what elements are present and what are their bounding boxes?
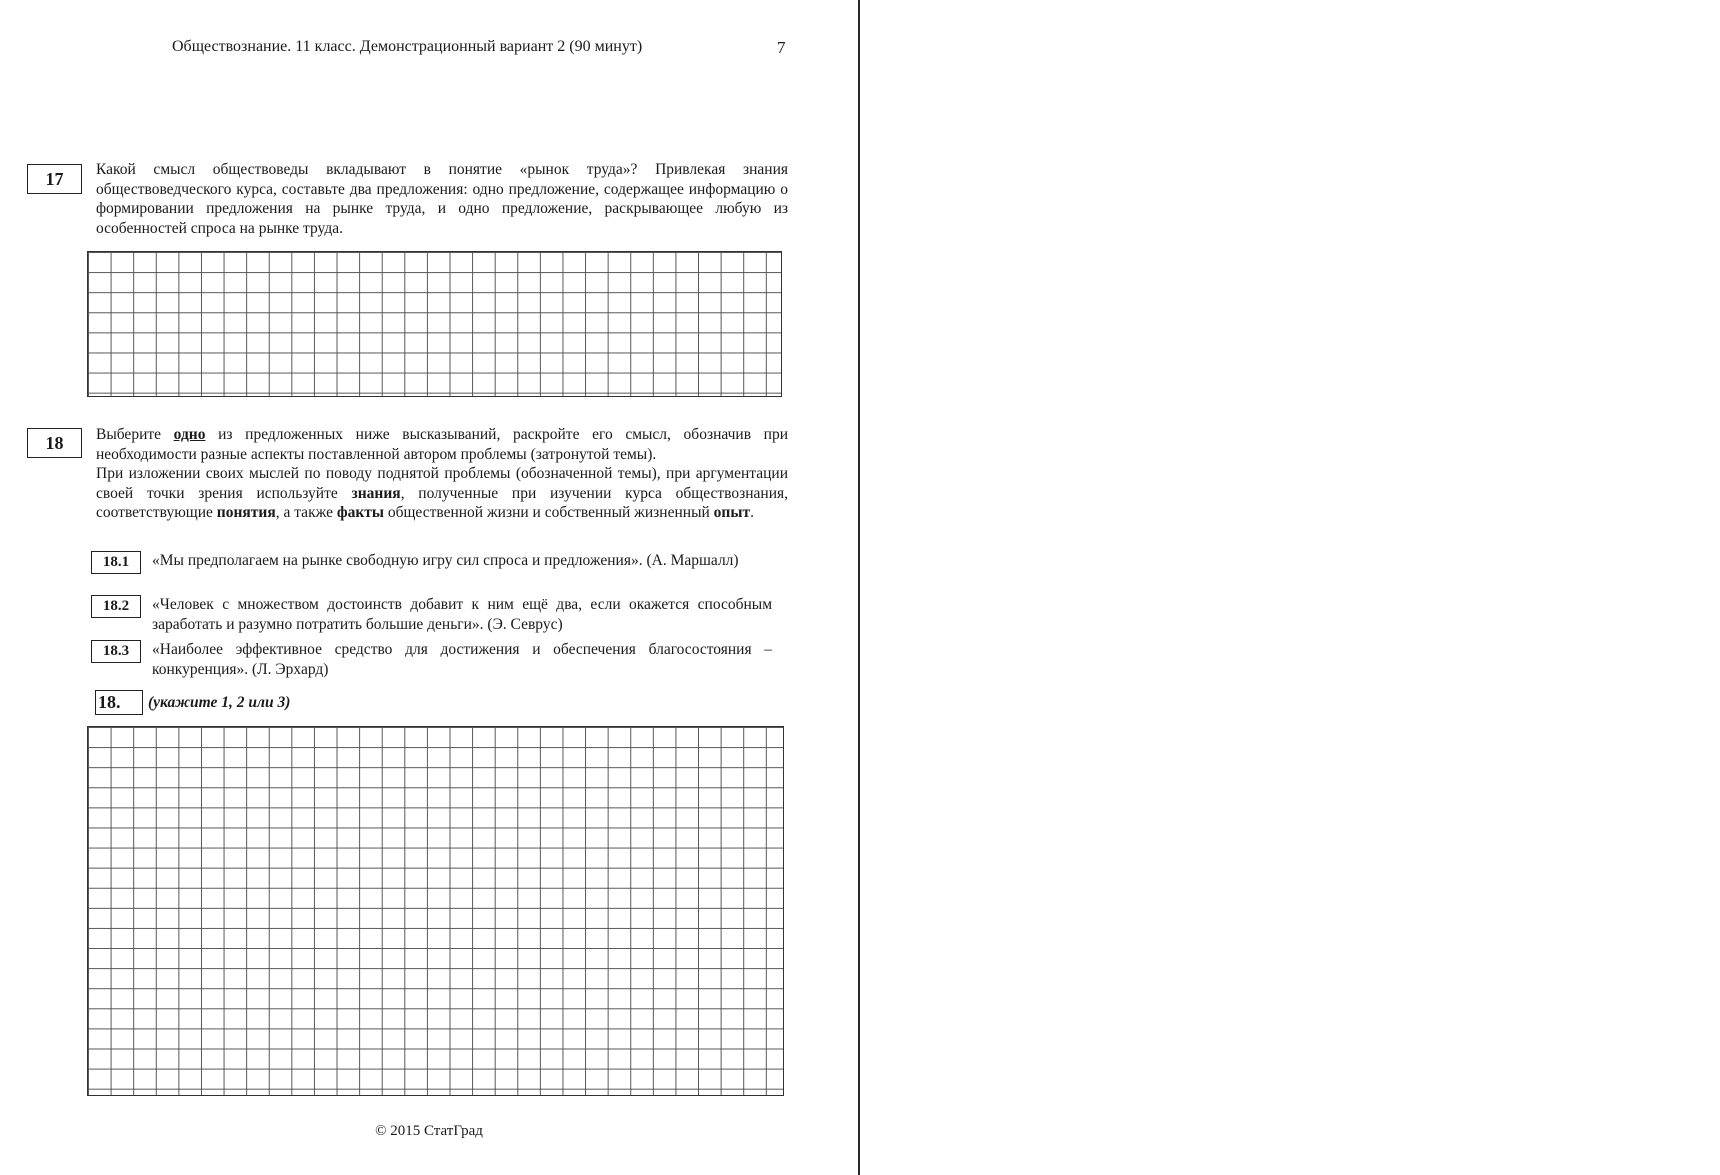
question-18-text [96,425,788,523]
question-17-paragraph: Какой смысл обществоведы вкладывают в понятие «рынок труда»? Привлекая знания обществоведческого курса, составьте два предложения: одно предложение, содержащее информацию о формировании предложения на рынке труда, и одно предложение, раскрывающее любую из особенностей спроса на рынке труда. [96,161,788,237]
question-18-number: 18 [27,428,82,458]
question-18-instructions: При изложении своих мыслей по поводу поднятой проблемы (обозначенной темы), при аргументации своей точки зрения используйте знания, полученные при изучении курса обществознания, соответствующие понятия, а также факты общественной жизни и собственный жизненный опыт. [96,465,789,522]
option-18-3-text: «Наиболее эффективное средство для достижения и обеспечения благосостояния – конкуренция». (Л. Эрхард) [152,641,772,678]
blank-page-area [860,0,1720,1175]
answer-choice-hint: (укажите 1, 2 или 3) [148,694,291,711]
option-18-2-text: «Человек с множеством достоинств добавит к ним ещё два, если окажется способным заработать и разумно потратить большие деньги». (Э. Севрус) [152,596,772,633]
answer-grid-18[interactable] [87,726,784,1096]
question-17-number: 17 [27,164,82,194]
answer-grid-17[interactable] [87,251,782,397]
option-18-2-label: 18.2 [91,595,141,618]
copyright-footer: © 2015 СтатГрад [375,1123,483,1139]
question-17-text [96,160,788,238]
exam-page [0,0,858,1175]
question-18-intro: Выберите одно из предложенных ниже высказываний, раскройте его смысл, обозначив при необходимости разные аспекты поставленной автором проблемы (затронутой темы). [96,426,789,463]
page-number: 7 [777,38,786,57]
option-18-3-label: 18.3 [91,640,141,663]
option-18-1-text: «Мы предполагаем на рынке свободную игру сил спроса и предложения». (А. Маршалл) [152,552,739,569]
page-header: Обществознание. 11 класс. Демонстрационный вариант 2 (90 минут) [172,38,643,55]
answer-choice-box[interactable]: 18. [95,690,143,715]
option-18-1-label: 18.1 [91,551,141,574]
